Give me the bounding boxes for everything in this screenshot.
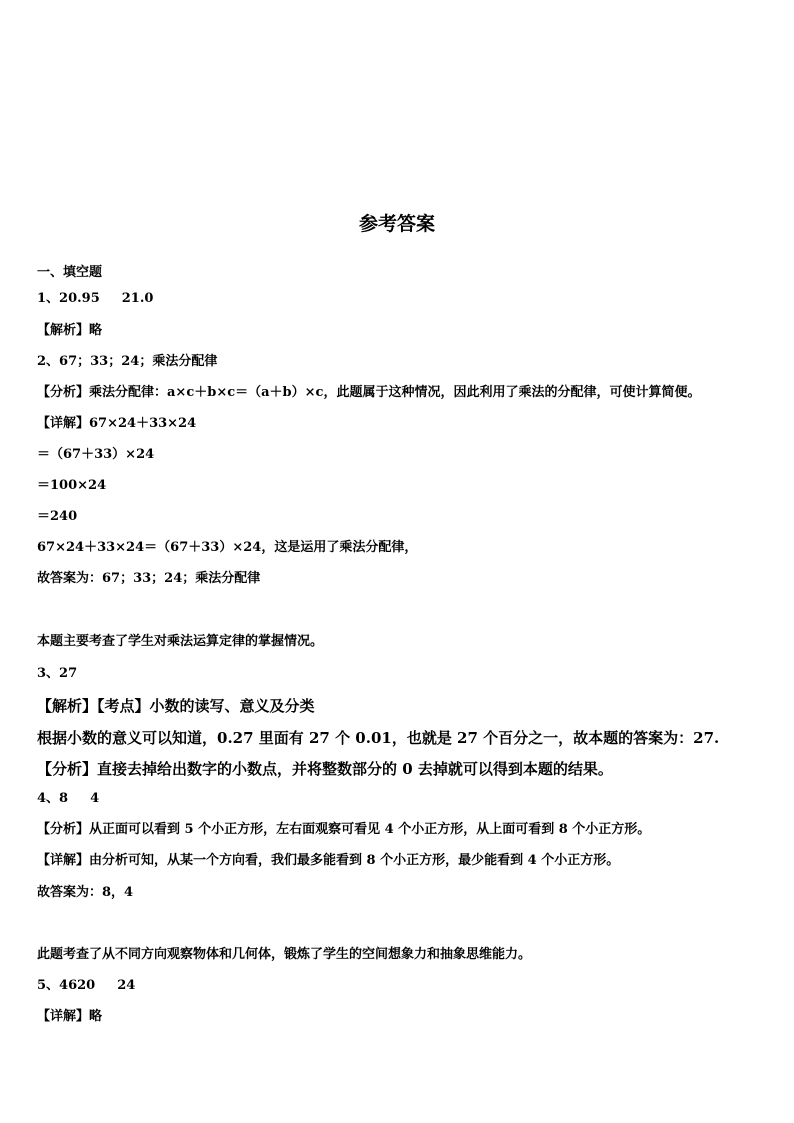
q2-answer: 2、67；33；24；乘法分配律 xyxy=(37,354,218,369)
q3-fenxi: 【分析】直接去掉给出数字的小数点，并将整数部分的 0 去掉就可以得到本题的结果。 xyxy=(37,760,613,778)
q4-number: 4、 xyxy=(37,791,60,806)
q2-conclusion: 67×24＋33×24＝（67＋33）×24，这是运用了乘法分配律， xyxy=(37,540,418,555)
q5-answer xyxy=(37,977,135,995)
q4-answer-1: 8 xyxy=(59,791,69,806)
q2-final-answer: 故答案为：67；33；24；乘法分配律 xyxy=(37,571,261,586)
q1-number: 1、 xyxy=(37,291,60,306)
q2-step-1: ＝（67＋33）×24 xyxy=(37,447,155,462)
q2-step-3: ＝240 xyxy=(37,509,78,524)
q2-step-2: ＝100×24 xyxy=(37,478,107,493)
q2-comment: 本题主要考查了学生对乘法运算定律的掌握情况。 xyxy=(37,634,324,649)
q1-answer xyxy=(37,290,153,308)
q3-answer: 3、27 xyxy=(37,666,78,681)
q1-answer-2: 21.0 xyxy=(121,291,154,306)
q4-answer xyxy=(37,790,99,808)
q5-number: 5、 xyxy=(37,978,60,993)
page-title: 参考答案 xyxy=(358,213,435,235)
q3-kaodian: 【解析】【考点】小数的读写、意义及分类 xyxy=(37,697,315,715)
q3-body: 根据小数的意义可以知道，0.27 里面有 27 个 0.01，也就是 27 个百分之一，故本题的答案为：27. xyxy=(37,729,720,747)
q5-answer-1: 4620 xyxy=(59,978,96,993)
q2-xiangjie: 【详解】67×24＋33×24 xyxy=(37,416,197,431)
q5-xiangjie: 【详解】略 xyxy=(37,1009,103,1024)
q4-xiangjie: 【详解】由分析可知，从某一个方向看，我们最多能看到 8 个小正方形，最少能看到 4 个小正方形。 xyxy=(37,853,620,868)
q1-answer-1: 20.95 xyxy=(59,291,100,306)
q4-answer-2: 4 xyxy=(90,791,100,806)
section-heading: 一、填空题 xyxy=(37,265,103,280)
q1-jiexi: 【解析】略 xyxy=(37,323,103,338)
q4-comment: 此题考查了从不同方向观察物体和几何体，锻炼了学生的空间想象力和抽象思维能力。 xyxy=(37,947,532,962)
q4-final-answer: 故答案为：8，4 xyxy=(37,885,134,900)
q4-fenxi: 【分析】从正面可以看到 5 个小正方形，左右面观察可看见 4 个小正方形，从上面可看到 8 个小正方形。 xyxy=(37,822,651,837)
q5-answer-2: 24 xyxy=(117,978,136,993)
q2-fenxi: 【分析】乘法分配律：a×c＋b×c＝（a＋b）×c，此题属于这种情况，因此利用了乘法的分配律，可使计算简便。 xyxy=(37,385,701,400)
